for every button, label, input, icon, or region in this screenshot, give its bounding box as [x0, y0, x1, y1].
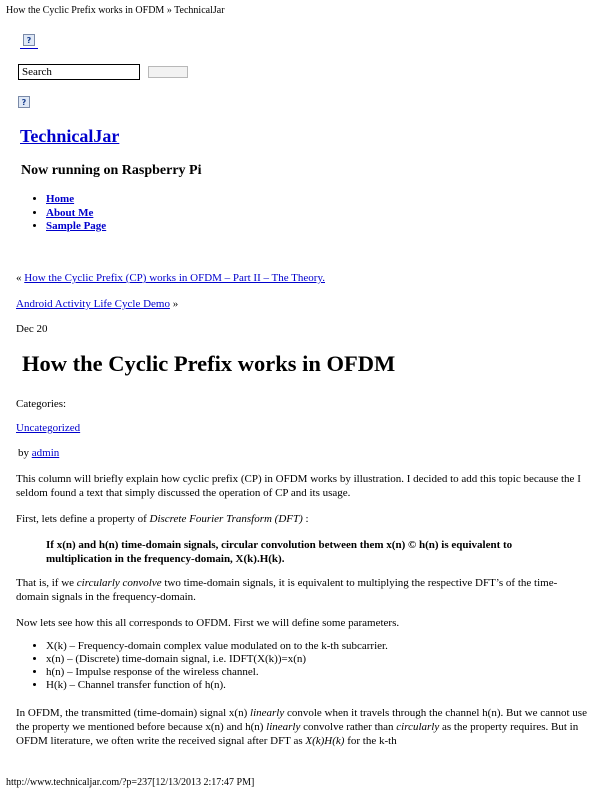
- site-title-link[interactable]: TechnicalJar: [20, 126, 120, 146]
- nav-link-home[interactable]: Home: [46, 193, 75, 205]
- list-item: • h(n) – Impulse response of the wireless channel.: [46, 666, 606, 679]
- next-post-arrow: »: [172, 298, 179, 310]
- post-paragraph-3: [16, 576, 590, 604]
- nav-item-home: [46, 193, 106, 207]
- p2-em: Discrete Fourier Transform (DFT): [149, 513, 303, 525]
- next-post-link[interactable]: Android Activity Life Cycle Demo: [16, 298, 170, 310]
- p3-suffix: two time-domain signals, it is equivalent to multiplying the respective DFT’s of the time-domain signals in the frequency-domain.: [16, 577, 558, 603]
- p2-suffix: :: [305, 513, 309, 525]
- parameter-list: [30, 640, 606, 692]
- prev-post-link[interactable]: How the Cyclic Prefix (CP) works in OFDM – Part II – The Theory.: [24, 272, 325, 284]
- author-link[interactable]: admin: [31, 447, 60, 459]
- post-date: Dec 20: [16, 323, 48, 335]
- byline-label: by: [18, 447, 29, 459]
- nav-link-sample-page[interactable]: Sample Page: [46, 220, 107, 232]
- prev-post-row: [16, 272, 325, 284]
- p5-em3: circularly: [396, 721, 440, 733]
- p5-c: convolve rather than: [303, 721, 394, 733]
- post-paragraph-5: [16, 706, 590, 748]
- image-placeholder-icon: ?: [20, 32, 38, 49]
- search-input[interactable]: Search: [18, 64, 140, 80]
- next-post-row: [16, 298, 178, 310]
- p5-b: convole when it travels through the channel h(n). But we cannot use the property we mentioned before because x(n) and h(n): [16, 707, 587, 733]
- post-title: How the Cyclic Prefix works in OFDM: [22, 351, 396, 376]
- post-paragraph-2: [16, 512, 590, 526]
- p5-a: In OFDM, the transmitted (time-domain) signal x(n): [16, 707, 248, 719]
- property-quote: If x(n) and h(n) time-domain signals, circular convolution between them x(n) © h(n) is equivalent to multiplication in the frequency-domain, X(k).H(k).: [46, 539, 513, 565]
- nav-link-about-me[interactable]: About Me: [46, 206, 94, 219]
- category-link[interactable]: Uncategorized: [16, 422, 81, 434]
- p5-em1: linearly: [250, 707, 285, 719]
- footer-url-line: http://www.technicaljar.com/?p=237[12/13/2013 2:17:47 PM]: [6, 777, 255, 788]
- p2-prefix: First, lets define a property of: [16, 513, 147, 525]
- main-nav: [30, 193, 106, 234]
- post-paragraph-4: Now lets see how this all corresponds to OFDM. First we will define some parameters.: [16, 617, 400, 629]
- site-tagline: Now running on Raspberry Pi: [21, 163, 202, 178]
- prev-post-arrow: «: [16, 272, 22, 284]
- nav-item-about-me: [46, 207, 106, 221]
- p5-e: for the k-th: [347, 735, 397, 747]
- p3-prefix: That is, if we: [16, 577, 75, 589]
- byline: [18, 447, 59, 459]
- p5-em2: linearly: [266, 721, 301, 733]
- nav-item-sample-page: [46, 220, 106, 234]
- list-item: • X(k) – Frequency-domain complex value modulated on to the k-th subcarrier.: [46, 640, 606, 653]
- image-placeholder-icon: ?: [15, 94, 33, 110]
- post-paragraph-1: This column will briefly explain how cyclic prefix (CP) in OFDM works by illustration. I decided to add this topic because the I seldom found a text that simply discussed the operation of CP and its usage.: [16, 473, 581, 499]
- p3-em: circularly convolve: [76, 577, 162, 589]
- search-button[interactable]: [148, 66, 188, 78]
- list-item: • x(n) – (Discrete) time-domain signal, i.e. IDFT(X(k))=x(n): [46, 653, 606, 666]
- p5-em4: X(k)H(k): [305, 735, 345, 747]
- window-title: How the Cyclic Prefix works in OFDM » TechnicalJar: [6, 5, 225, 16]
- p5-d: as the property requires. But in OFDM literature, we often write the received signal after DFT as: [16, 721, 579, 747]
- categories-label: Categories:: [16, 398, 67, 410]
- list-item: • H(k) – Channel transfer function of h(n).: [46, 679, 606, 692]
